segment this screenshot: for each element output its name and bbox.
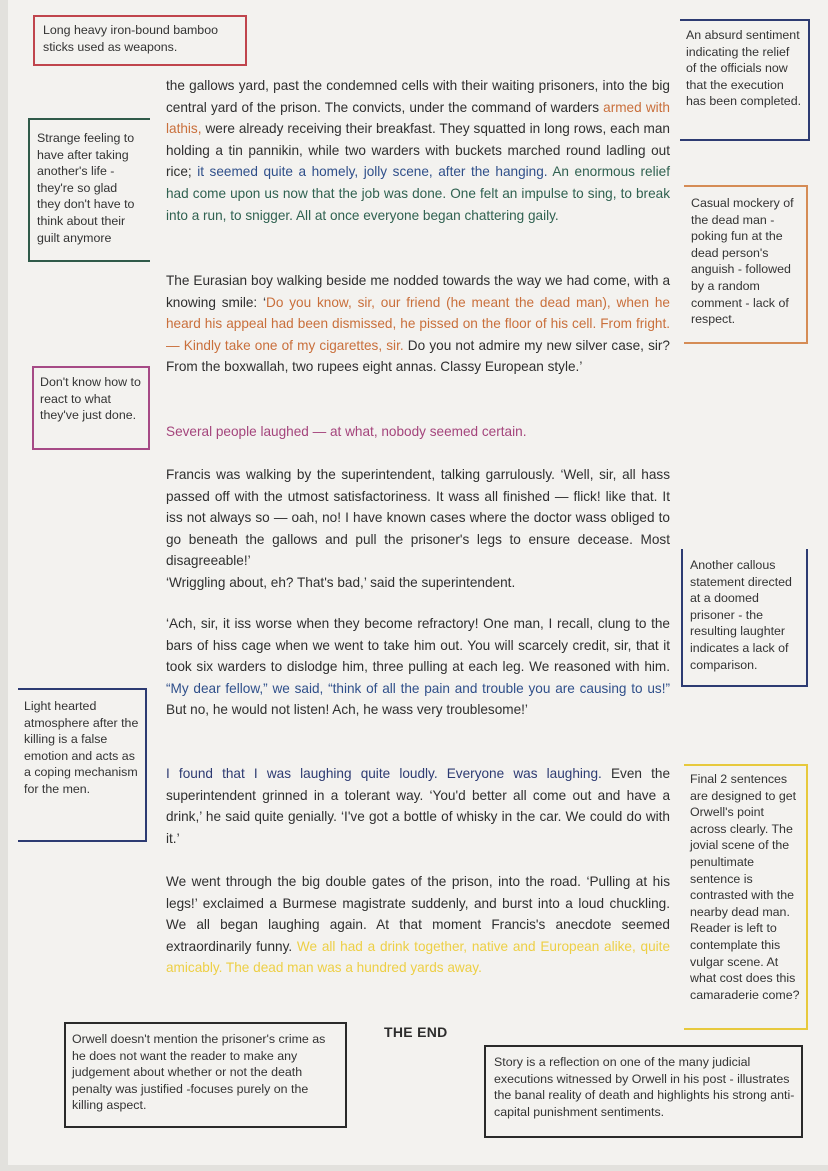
- p6-text-b: But no, he would not listen! Ach, he wass very troublesome!’: [166, 702, 528, 718]
- note-light-hearted-text: Light hearted atmosphere after the killing is a false emotion and acts as a coping mechanism for the men.: [24, 699, 139, 796]
- p1-text-b: were already receiving their breakfast. They squatted in long rows, each man holding a tin pannikin, while two warders with buckets marched round ladling out rice;: [166, 121, 670, 180]
- page-edge: [0, 0, 8, 1171]
- note-crime: [64, 1022, 347, 1128]
- note-weapons-text: Long heavy iron-bound bamboo sticks used as weapons.: [43, 23, 218, 54]
- note-reflection-text: Story is a reflection on one of the many judicial executions witnessed by Orwell in his post - illustrates the banal reality of death and highlights his strong anti-capital punishment sentiments.: [494, 1055, 795, 1119]
- note-callous-text: Another callous statement directed at a doomed prisoner - the resulting laughter indicates a lack of comparison.: [690, 558, 792, 672]
- note-relief-text: An absurd sentiment indicating the relief of the officials now that the execution has been completed.: [686, 28, 802, 109]
- page-bottom-edge: [0, 1165, 828, 1171]
- note-reflection: [484, 1045, 803, 1138]
- p1-homely-highlight: it seemed quite a homely, jolly scene, after the hanging.: [197, 164, 548, 180]
- note-mockery: [684, 185, 808, 344]
- p6-text-a: ‘Ach, sir, it iss worse when they become refractory! One man, I recall, clung to the bars of hiss cage when we went to take him out. You will scarcely credit, sir, that it took six warders to dislodge him, three pulling at each leg. We reasoned with him.: [166, 616, 670, 675]
- note-relief: [680, 19, 810, 141]
- note-light-hearted: [18, 688, 147, 842]
- p2-mockery-highlight: Do you know, sir, our friend (he meant the dead man), when he heard his appeal had been dismissed, he pissed on the floor of his cell. From fright. — Kindly take one of my cigarettes, sir.: [166, 294, 670, 353]
- note-callous: [681, 549, 808, 687]
- p2-text-b: Do you not admire my new silver case, sir? From the boxwallah, two rupees eight annas. Classy European style.’: [166, 337, 670, 375]
- p8-final-highlight: We all had a drink together, native and European alike, quite amicably. The dead man was a hundred yards away.: [166, 938, 670, 976]
- paragraph-2: [166, 270, 670, 378]
- paragraph-8: [166, 871, 670, 979]
- note-final-sentences-text: Final 2 sentences are designed to get Orwell's point across clearly. The jovial scene of the penultimate sentence is contrasted with the nearby dead man. Reader is left to contemplate this vulgar scene. At what cost does this camaraderie come?: [690, 772, 800, 1002]
- p4-text: Francis was walking by the superintendent, talking garrulously. ‘Well, sir, all hass passed off with the utmost satisfactoriness. It wass all finished — flick! like that. It iss not always so — oah, no! I have known cases where the doctor wass obliged to go beneath the gallows and pull the prisoner's legs to ensure decease. Most disagreeable!’: [166, 467, 670, 569]
- note-weapons: [33, 15, 247, 66]
- paragraph-7: [166, 763, 670, 849]
- note-dont-know: [32, 366, 150, 450]
- the-end-heading: THE END: [384, 1024, 448, 1040]
- note-mockery-text: Casual mockery of the dead man - poking fun at the dead person's anguish - followed by a random comment - lack of respect.: [691, 196, 794, 327]
- p7-text-b: Even the superintendent grinned in a tolerant way. ‘You'd better all come out and have a drink,’ he said quite genially. ‘I've got a bottle of whisky in the car. We could do with it.’: [166, 766, 671, 846]
- p6-quote-highlight: “My dear fellow,” we said, “think of all the pain and trouble you are causing to us!”: [166, 680, 670, 696]
- note-dont-know-text: Don't know how to react to what they've just done.: [40, 375, 141, 423]
- note-strange-feeling-text: Strange feeling to have after taking another's life - they're so glad they don't have to think about their guilt anymore: [37, 131, 135, 245]
- note-crime-text: Orwell doesn't mention the prisoner's crime as he does not want the reader to make any judgement about whether or not the death penalty was justified -focuses purely on the killing aspect.: [72, 1032, 326, 1113]
- p5-text: ‘Wriggling about, eh? That's bad,’ said the superintendent.: [166, 574, 516, 590]
- p1-text-a: the gallows yard, past the condemned cells with their waiting prisoners, into the big central yard of the prison. The convicts, under the command of warders: [166, 78, 670, 115]
- p8-text-a: We went through the big double gates of the prison, into the road. ‘Pulling at his legs!’ exclaimed a Burmese magistrate suddenly, and burst into a loud chuckling. We all began laughing again. At that moment Francis's anecdote seemed extraordinarily funny.: [166, 874, 670, 954]
- paragraph-4: [166, 464, 670, 594]
- paragraph-3: [166, 421, 670, 443]
- p1-lathis-highlight: armed with lathis,: [166, 99, 670, 137]
- paragraph-6: [166, 613, 670, 721]
- note-final-sentences: [684, 764, 808, 1030]
- p2-text-a: The Eurasian boy walking beside me nodded towards the way we had come, with a knowing smile: ‘: [166, 273, 670, 310]
- p1-relief-highlight: An enormous relief had come upon us now that the job was done. One felt an impulse to sing, to break into a run, to snigger. All at once everyone began chattering gaily.: [166, 164, 670, 223]
- note-strange-feeling: [28, 118, 150, 262]
- p7-laughing-highlight: I found that I was laughing quite loudly. Everyone was laughing.: [166, 766, 602, 781]
- paragraph-1: [166, 75, 670, 226]
- p3-laughed-highlight: Several people laughed — at what, nobody seemed certain.: [166, 424, 527, 439]
